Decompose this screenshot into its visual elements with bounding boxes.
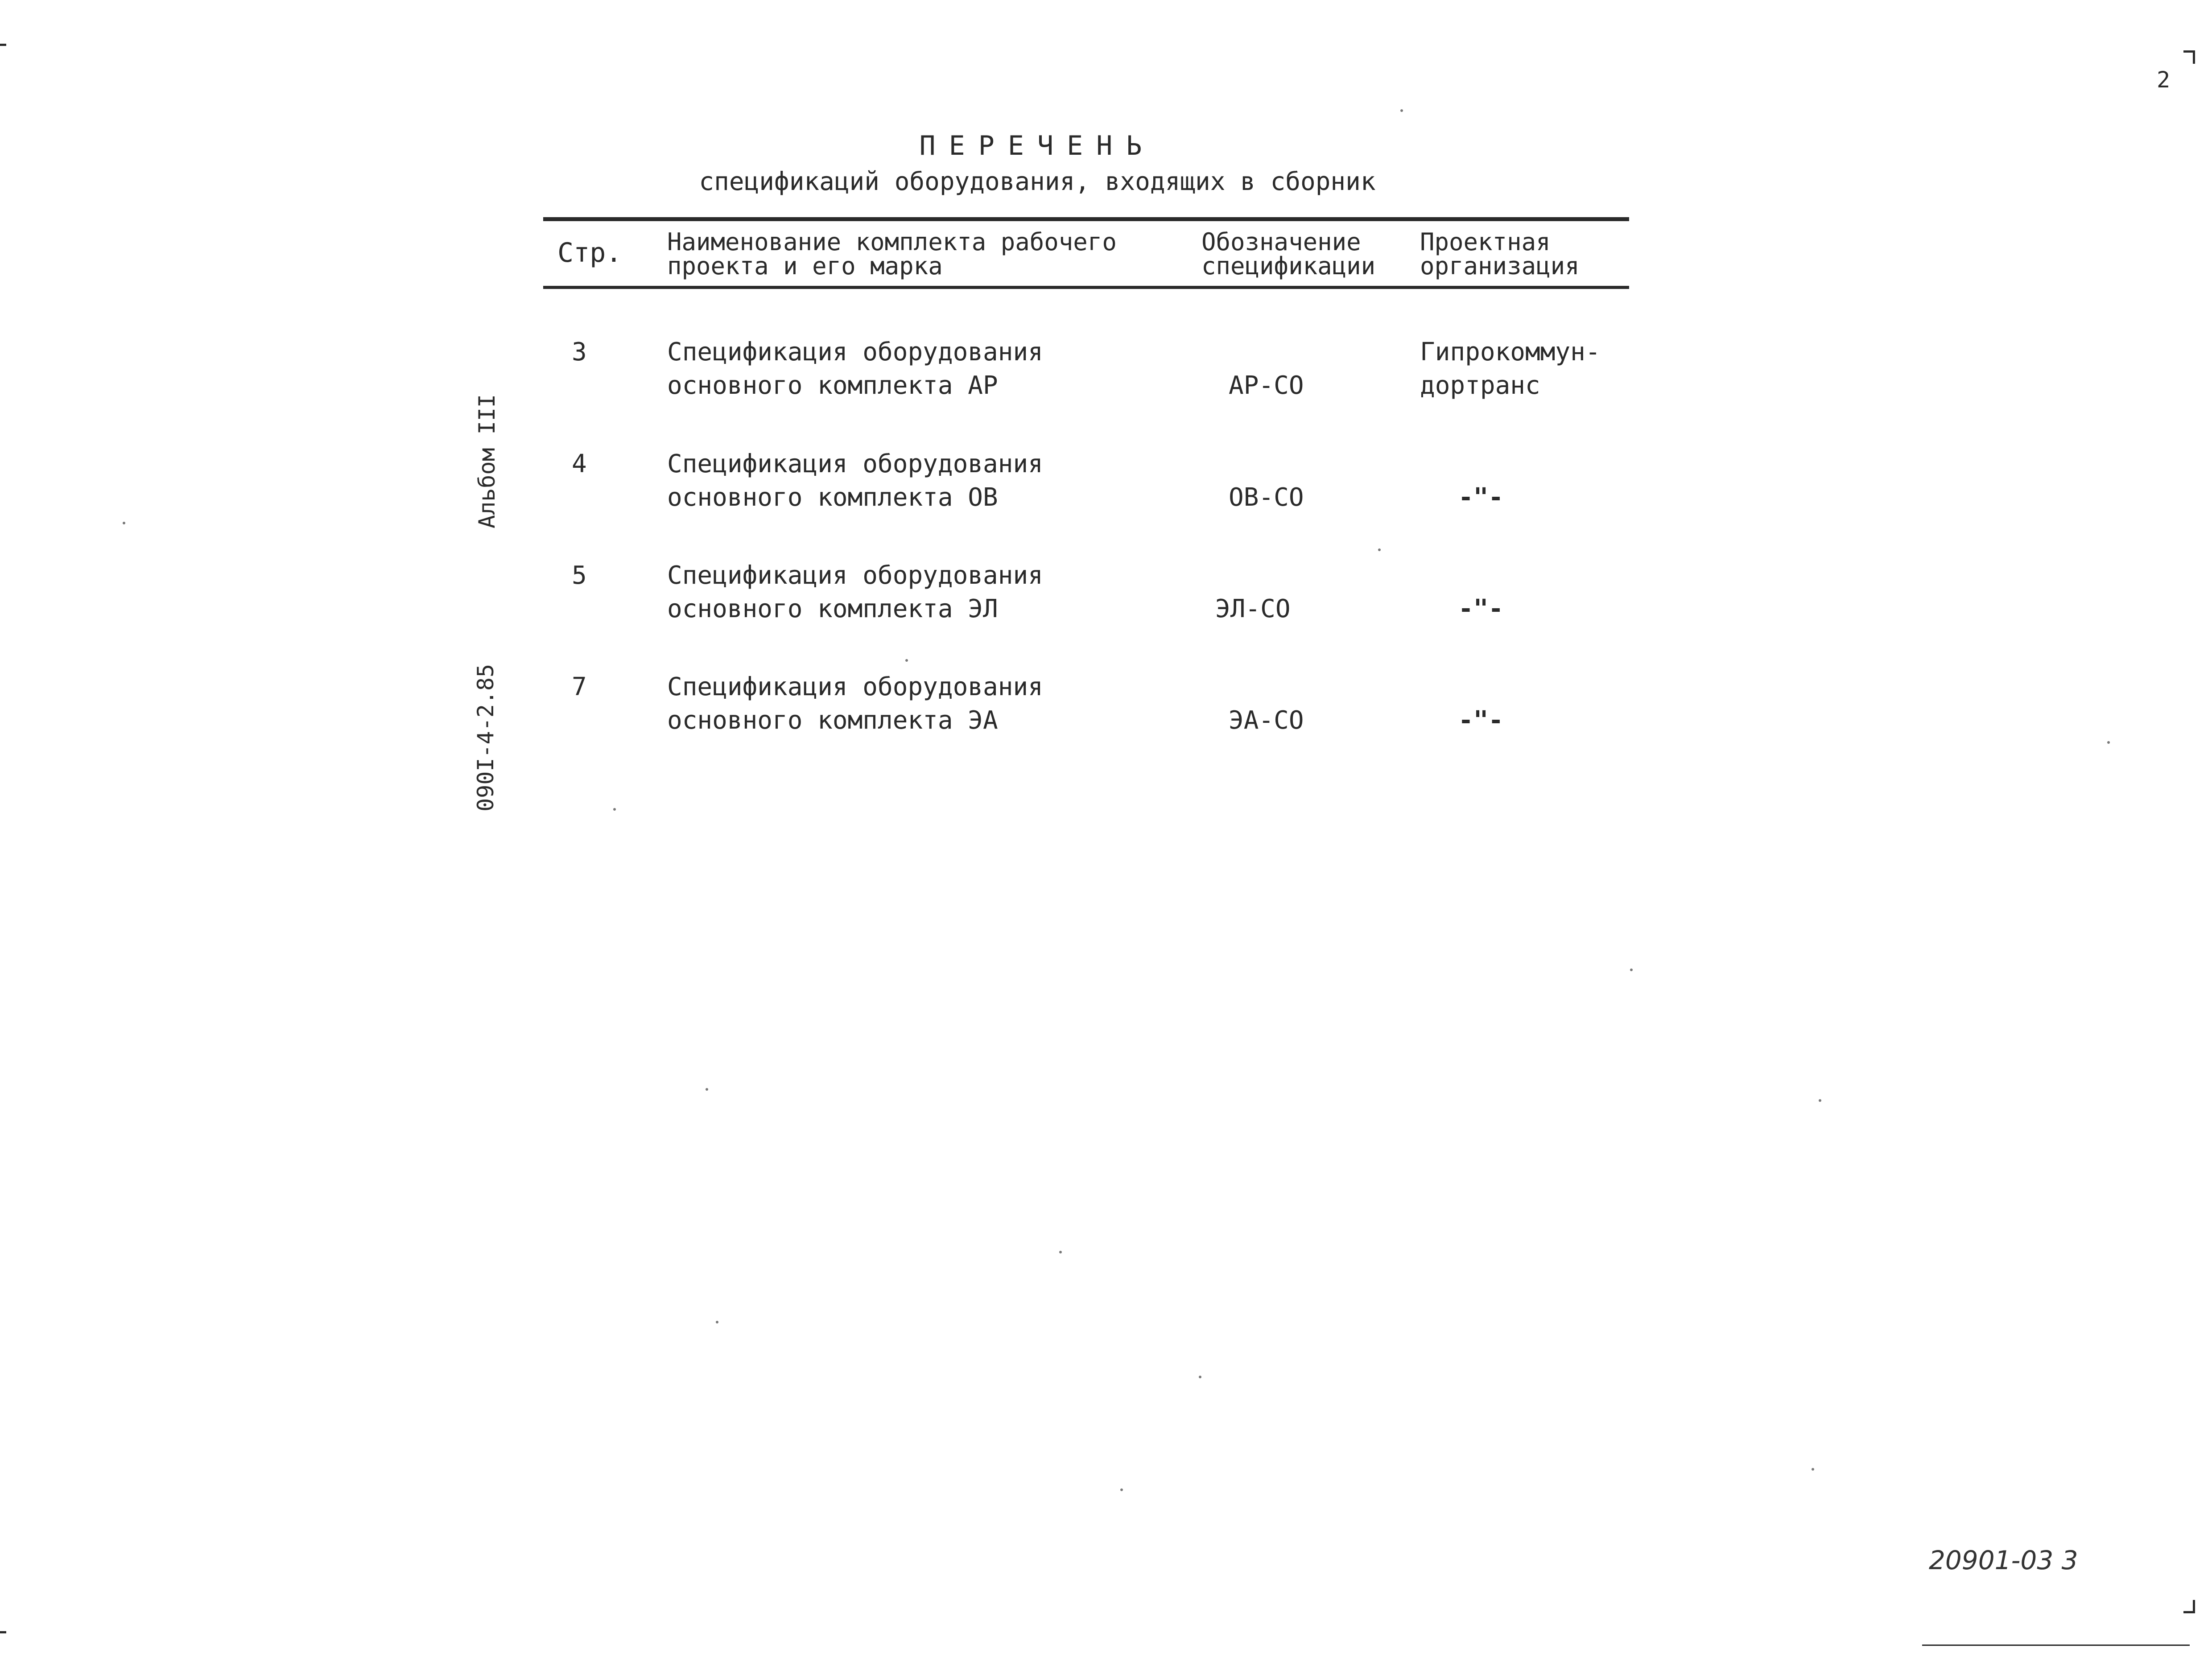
row-4-org-ditto: -"- [1458,706,1504,735]
crop-mark-bottom-right-v [2193,1600,2195,1613]
header-name-line1: Наименование комплекта рабочего [667,228,1117,256]
scan-speck [1120,1488,1123,1491]
bottom-edge-line [1922,1645,2190,1646]
scan-speck [123,522,125,524]
row-1-name-line2: основного комплекта АР [667,371,998,400]
scan-speck [1400,109,1403,112]
document-title: ПЕРЕЧЕНЬ [919,130,1156,161]
row-4-name-line2: основного комплекта ЭА [667,706,998,735]
scan-speck [1630,969,1633,971]
row-4-code: ЭА-СО [1229,706,1304,735]
header-org-line2: организация [1420,252,1580,280]
row-2-name-line2: основного комплекта ОВ [667,483,998,512]
row-1-code: АР-СО [1229,371,1304,400]
row-1-name-line1: Спецификация оборудования [667,338,1043,367]
header-code-line2: спецификации [1201,252,1376,280]
row-4-page: 7 [572,672,587,701]
header-name-line2: проекта и его марка [667,252,943,280]
scan-speck [613,808,616,811]
header-name [667,230,1117,278]
scan-speck [1059,1251,1062,1253]
document-subtitle: спецификаций оборудования, входящих в сборник [699,167,1376,196]
row-1-name [667,335,1043,402]
scan-speck [905,659,908,662]
row-2-org-ditto: -"- [1458,483,1504,512]
row-1-org-line2: дортранс [1420,371,1540,400]
scan-speck [1378,548,1381,551]
row-3-code: ЭЛ-СО [1215,594,1291,623]
scan-speck [1812,1468,1814,1471]
scan-speck [2107,741,2110,744]
scan-speck [1199,1376,1201,1378]
header-code-line1: Обозначение [1201,228,1361,256]
crop-mark-top-left [0,44,6,46]
crop-mark-top-right-v [2193,50,2195,64]
scan-speck [1819,1099,1821,1102]
header-org-line1: Проектная [1420,228,1551,256]
row-2-name-line1: Спецификация оборудования [667,449,1043,478]
row-1-page: 3 [572,338,587,367]
row-3-org-ditto: -"- [1458,594,1504,623]
row-2-page: 4 [572,449,587,478]
row-3-name [667,559,1043,626]
row-4-name [667,670,1043,737]
scan-speck [706,1088,708,1091]
row-2-code: ОВ-СО [1229,483,1304,512]
row-2-name [667,447,1043,514]
table-top-rule [543,217,1629,221]
row-3-name-line2: основного комплекта ЭЛ [667,594,998,623]
side-album-label: Альбом III [474,394,500,528]
crop-mark-bottom-left [0,1631,6,1633]
row-1-org [1420,335,1601,402]
header-org [1420,230,1580,278]
handwritten-footer-code: 20901-03 3 [1929,1545,2078,1575]
page-number: 2 [2157,67,2171,93]
scan-speck [716,1321,718,1323]
header-page: Стр. [557,237,622,268]
row-3-page: 5 [572,561,587,590]
side-series-label: 090I-4-2.85 [473,664,499,812]
row-3-name-line1: Спецификация оборудования [667,561,1043,590]
table-header-rule [543,286,1629,289]
row-4-name-line1: Спецификация оборудования [667,672,1043,701]
row-1-org-line1: Гипрокоммун- [1420,338,1601,367]
header-code [1201,230,1375,278]
